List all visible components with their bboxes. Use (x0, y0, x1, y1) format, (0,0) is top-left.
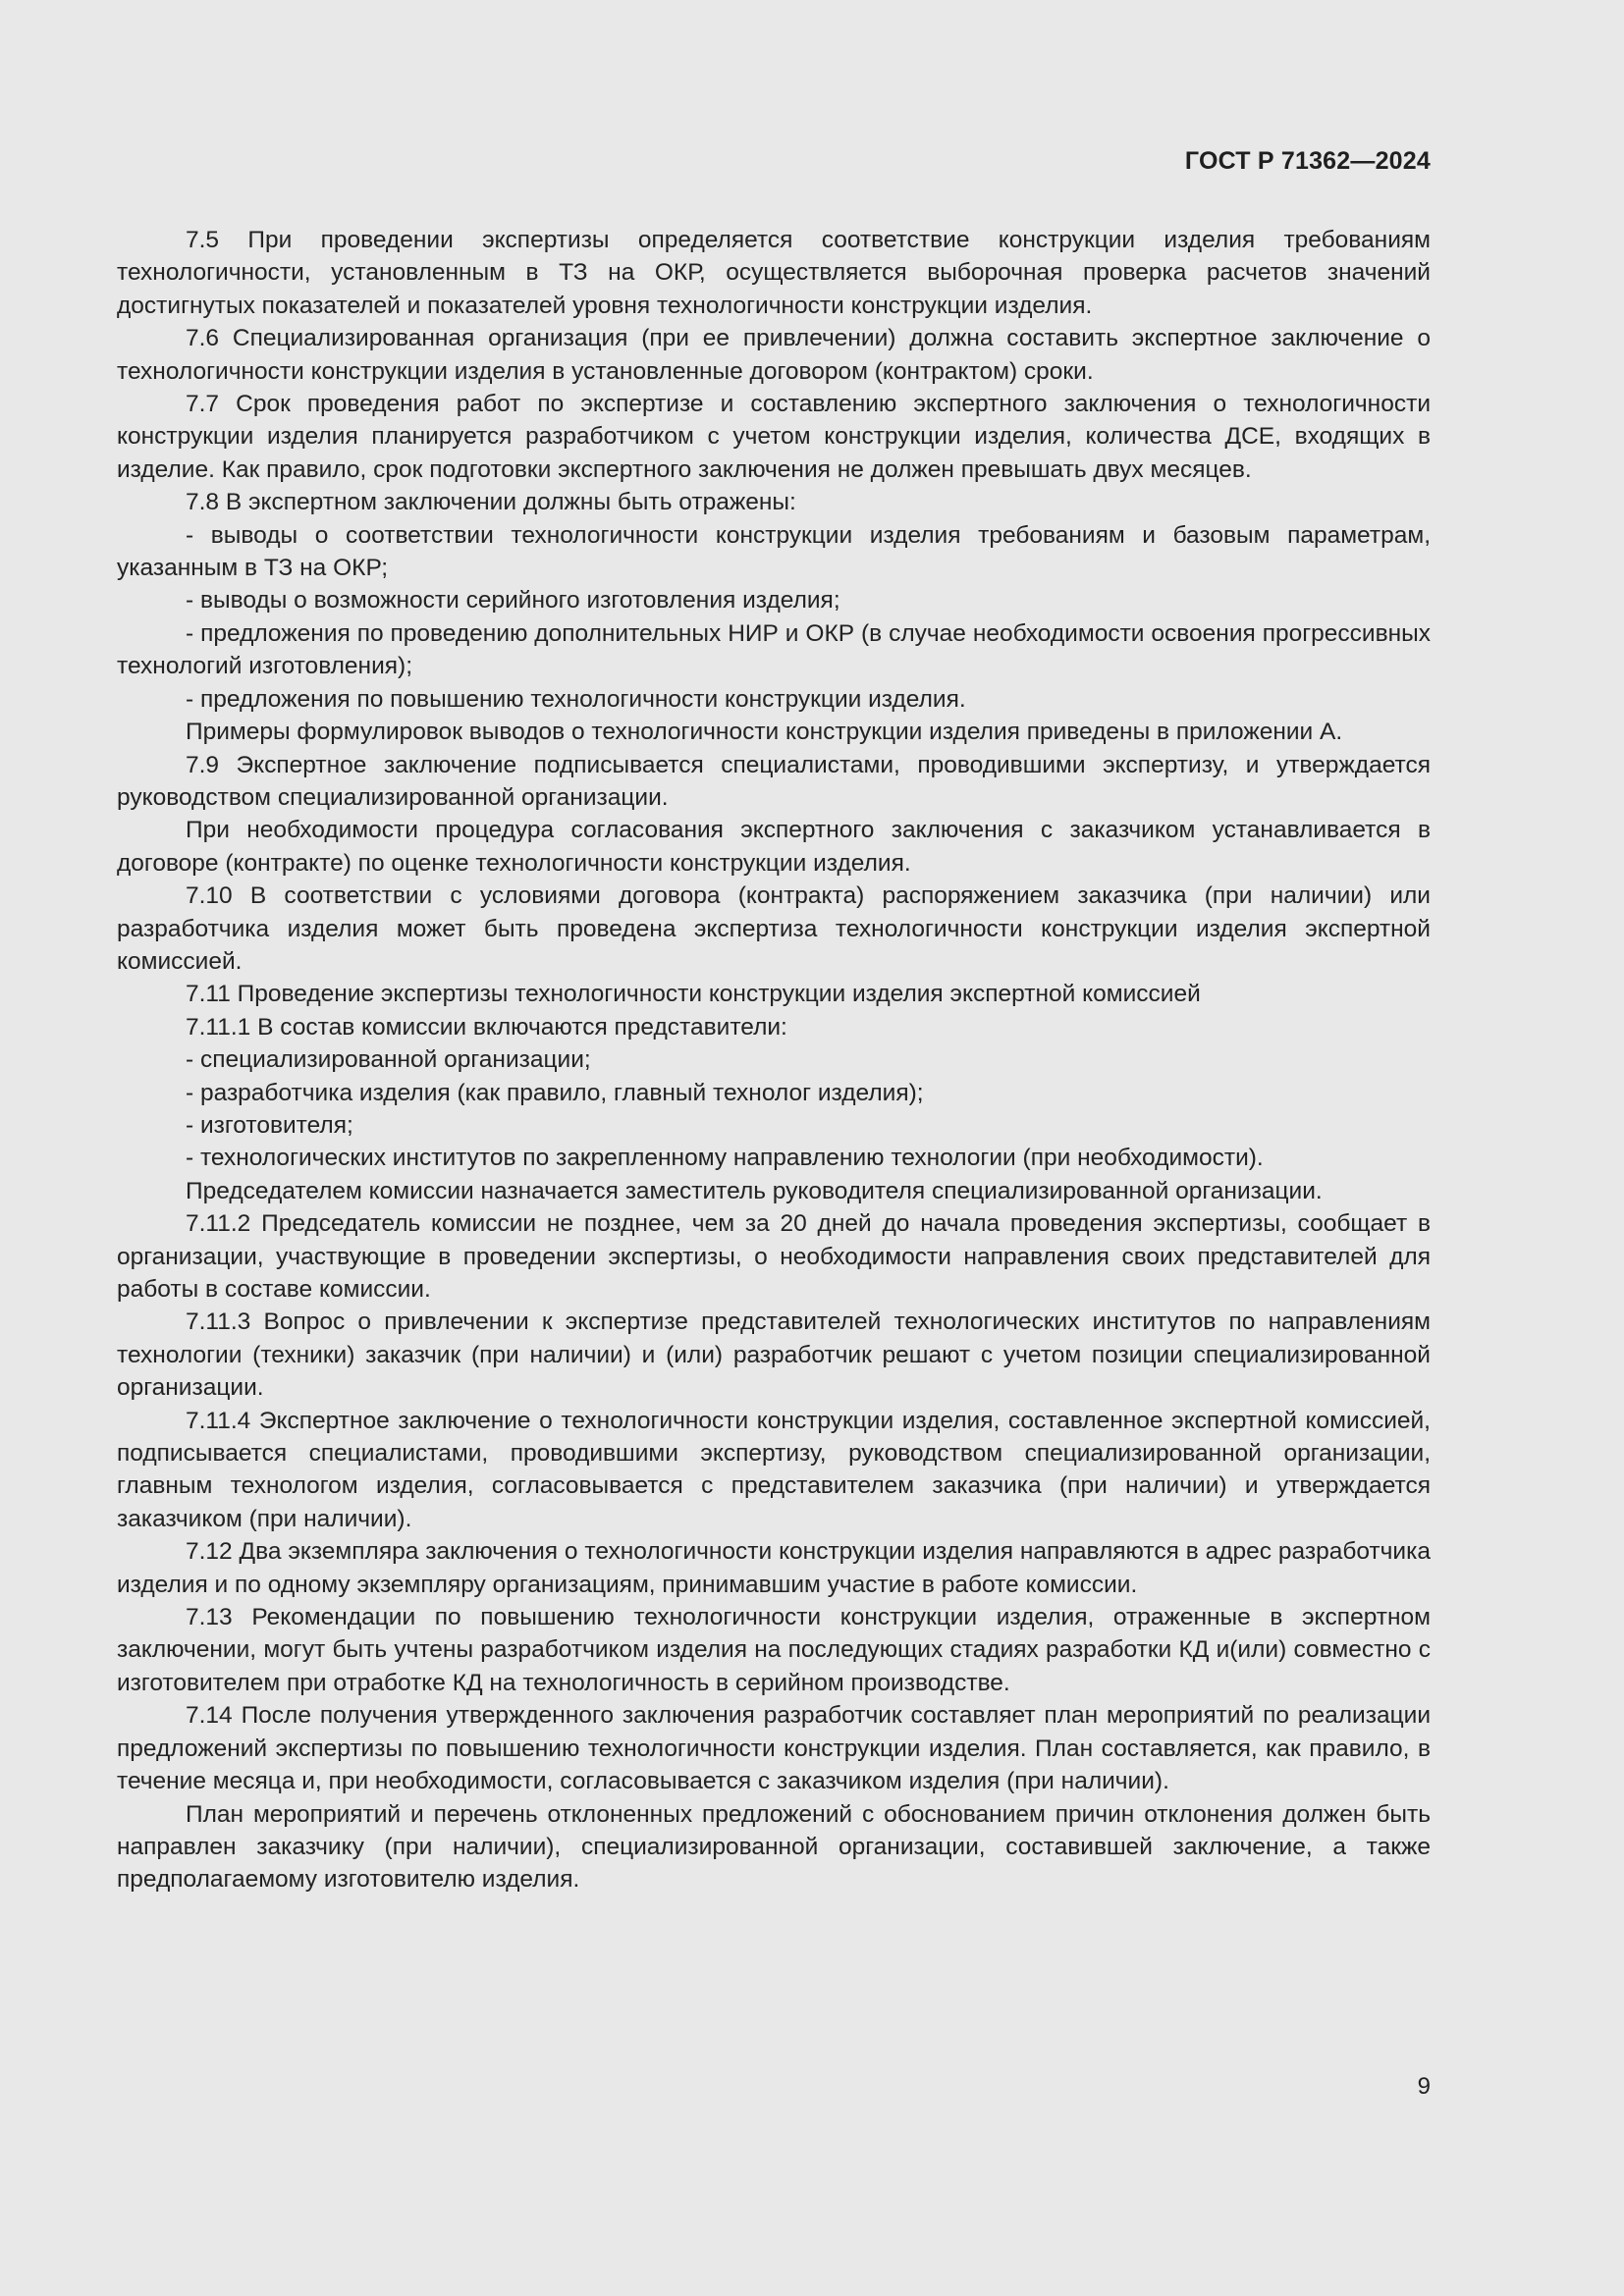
paragraph-7-10: 7.10 В соответствии с условиями договора (контракта) распоряжением заказчика (при наличии) или разработчика изделия может быть проведена экспертиза технологичности конструкции изделия экспертной комиссией. (117, 882, 1431, 975)
paragraph-7-14: 7.14 После получения утвержденного заключения разработчик составляет план мероприятий по реализации предложений экспертизы по повышению технологичности конструкции изделия. План составляется, как правило, в течение месяца и, при необходимости, согласовывается с заказчиком изделия (при наличии). (117, 1702, 1431, 1795)
paragraph-7-13: 7.13 Рекомендации по повышению технологичности конструкции изделия, отраженные в экспертном заключении, могут быть учтены разработчиком изделия на последующих стадиях разработки КД и(или) совместно с изготовителем при отработке КД на технологичность в серийном производстве. (117, 1604, 1431, 1696)
paragraph-7-7: 7.7 Срок проведения работ по экспертизе и составлению экспертного заключения о технологичности конструкции изделия планируется разработчиком с учетом конструкции изделия, количества ДСЕ, входящих в изделие. Как правило, срок подготовки экспертного заключения не должен превышать двух месяцев. (117, 391, 1431, 483)
paragraph-7-11-4: 7.11.4 Экспертное заключение о технологичности конструкции изделия, составленное экспертной комиссией, подписывается специалистами, проводившими экспертизу, руководством специализированной организации, главным технологом изделия, согласовывается с представителем заказчика (при наличии) и утверждается заказчиком (при наличии). (117, 1407, 1431, 1532)
list-item: - специализированной организации; (186, 1046, 591, 1074)
paragraph-7-11-3: 7.11.3 Вопрос о привлечении к экспертизе представителей технологических институтов по направлениям технологии (техники) заказчик (при наличии) и (или) разработчик решают с учетом позиции специализированной организации. (117, 1308, 1431, 1402)
list-item: - технологических институтов по закрепленному направлению технологии (при необходимости). (186, 1145, 1264, 1172)
list-item: - выводы о соответствии технологичности конструкции изделия требованиям и базовым параметрам, указанным в ТЗ на ОКР; (117, 521, 1431, 582)
paragraph-examples-note: Примеры формулировок выводов о технологичности конструкции изделия приведены в приложении А. (186, 719, 1343, 746)
page-number: 9 (1417, 2073, 1431, 2100)
document-code-header: ГОСТ Р 71362—2024 (1184, 147, 1431, 175)
paragraph-7-5: 7.5 При проведении экспертизы определяется соответствие конструкции изделия требованиям технологичности, установленным в ТЗ на ОКР, осуществляется выборочная проверка расчетов значений достигнутых показателей и показателей уровня технологичности конструкции изделия. (117, 227, 1431, 319)
paragraph-7-8: 7.8 В экспертном заключении должны быть отражены: (186, 489, 796, 516)
paragraph-7-11-2: 7.11.2 Председатель комиссии не позднее, чем за 20 дней до начала проведения экспертизы, сообщает в организации, участвующие в проведении экспертизы, о необходимости направления своих представителей для работы в составе комиссии. (117, 1210, 1431, 1303)
list-item: - предложения по проведению дополнительных НИР и ОКР (в случае необходимости освоения прогрессивных технологий изготовления); (117, 619, 1431, 680)
paragraph-7-6: 7.6 Специализированная организация (при ее привлечении) должна составить экспертное заключение о технологичности конструкции изделия в установленные договором (контрактом) сроки. (117, 325, 1431, 385)
list-item: - предложения по повышению технологичности конструкции изделия. (186, 685, 966, 713)
document-body (117, 224, 1431, 1896)
list-item: - изготовителя; (186, 1111, 353, 1139)
paragraph-7-12: 7.12 Два экземпляра заключения о технологичности конструкции изделия направляются в адрес разработчика изделия и по одному экземпляру организациям, принимавшим участие в работе комиссии. (117, 1538, 1431, 1598)
paragraph-7-11: 7.11 Проведение экспертизы технологичности конструкции изделия экспертной комиссией (186, 981, 1201, 1008)
list-item: - выводы о возможности серийного изготовления изделия; (186, 587, 840, 614)
list-item: - разработчика изделия (как правило, главный технолог изделия); (186, 1079, 924, 1106)
paragraph-chairman: Председателем комиссии назначается заместитель руководителя специализированной организации. (186, 1177, 1323, 1204)
paragraph-plan: План мероприятий и перечень отклоненных предложений с обоснованием причин отклонения должен быть направлен заказчику (при наличии), специализированной организации, составившей заключение, а также предполагаемому изготовителю изделия. (117, 1800, 1431, 1894)
paragraph-7-11-1: 7.11.1 В состав комиссии включаются представители: (186, 1013, 787, 1041)
paragraph-approval-note: При необходимости процедура согласования экспертного заключения с заказчиком устанавливается в договоре (контракте) по оценке технологичности конструкции изделия. (117, 817, 1431, 877)
paragraph-7-9: 7.9 Экспертное заключение подписывается специалистами, проводившими экспертизу, и утверждается руководством специализированной организации. (117, 751, 1431, 811)
